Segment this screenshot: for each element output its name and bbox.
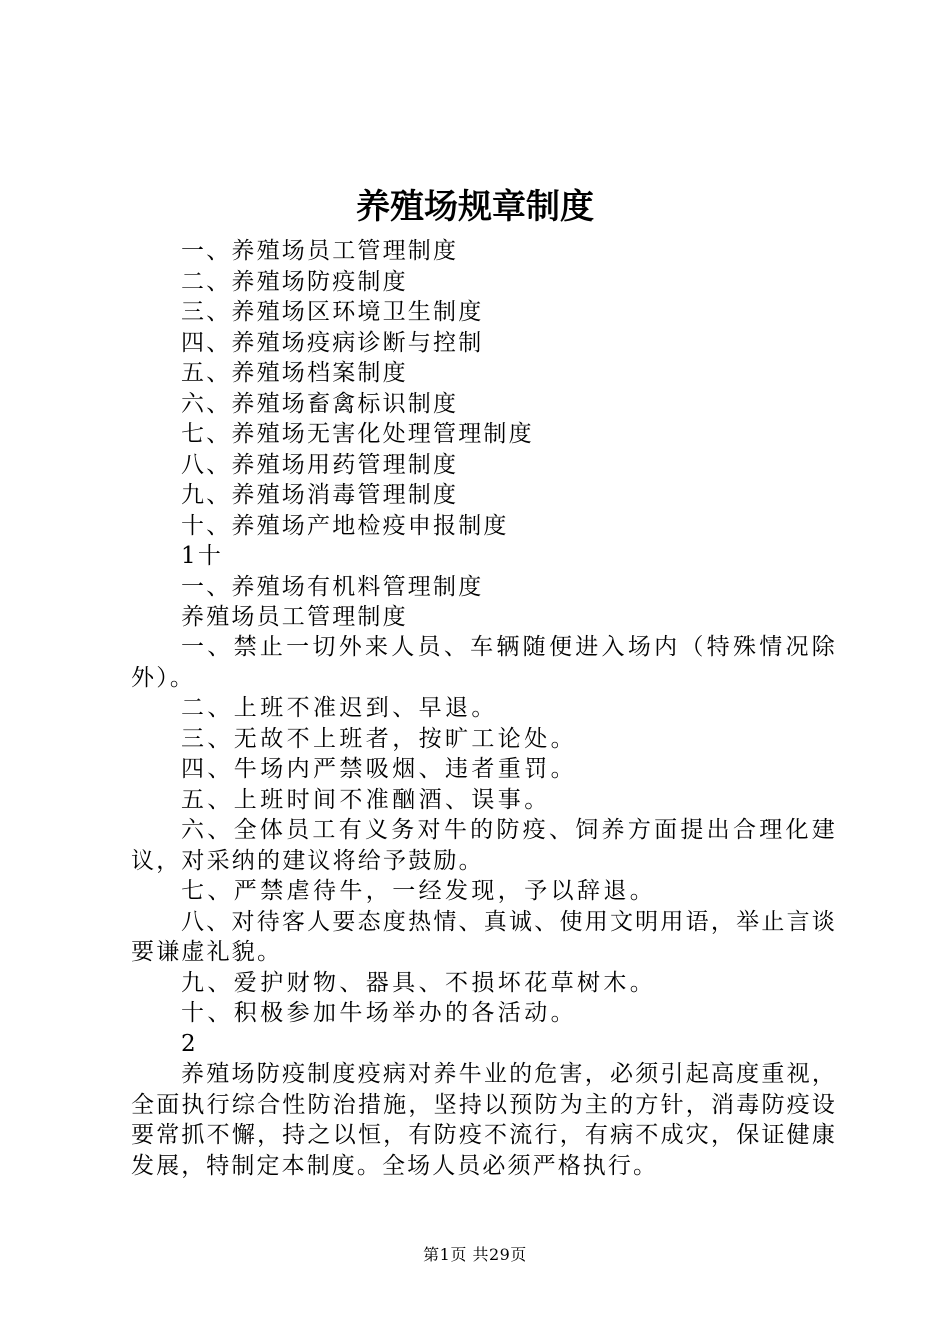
toc-item: 四、养殖场疫病诊断与控制 <box>181 329 484 356</box>
page-number-marker: 2 <box>181 1030 196 1057</box>
toc-item: 十、养殖场产地检疫申报制度 <box>181 512 509 539</box>
paragraph: 二、上班不准迟到、早退。 <box>181 695 498 721</box>
page-footer: 第1页 共29页 <box>423 1245 527 1264</box>
toc-item: 1十 <box>181 543 224 569</box>
toc-item: 一、养殖场员工管理制度 <box>181 238 459 264</box>
paragraph: 三、无故不上班者，按旷工论处。 <box>181 725 577 752</box>
toc-item: 二、养殖场防疫制度 <box>181 268 408 295</box>
toc-item: 一、养殖场有机料管理制度 <box>181 573 484 600</box>
document-body <box>131 632 837 1181</box>
paragraph: 四、牛场内严禁吸烟、违者重罚。 <box>181 756 577 782</box>
paragraph: 九、爱护财物、器具、不损坏花草树木。 <box>181 969 657 996</box>
document-title: 养殖场规章制度 <box>356 187 594 227</box>
paragraph: 六、全体员工有义务对牛的防疫、饲养方面提出合理化建议，对采纳的建议将给予鼓励。 <box>131 817 837 874</box>
paragraph: 七、严禁虐待牛，一经发现，予以辞退。 <box>181 878 657 904</box>
paragraph: 十、积极参加牛场举办的各活动。 <box>181 1000 577 1026</box>
paragraph: 养殖场防疫制度疫病对养牛业的危害，必须引起高度重视，全面执行综合性防治措施，坚持以预防为主的方针，消毒防疫设要常抓不懈，持之以恒，有防疫不流行，有病不成灾，保证健康发展，特制定本制度。全场人员必须严格执行。 <box>131 1061 837 1179</box>
toc-item: 九、养殖场消毒管理制度 <box>181 482 459 508</box>
paragraph: 八、对待客人要态度热情、真诚、使用文明用语，举止言谈要谦虚礼貌。 <box>131 908 837 965</box>
toc-item: 三、养殖场区环境卫生制度 <box>181 299 484 325</box>
paragraph: 五、上班时间不准酗酒、误事。 <box>181 786 551 813</box>
toc-item: 六、养殖场畜禽标识制度 <box>181 390 459 417</box>
table-of-contents <box>181 236 861 633</box>
section-heading: 养殖场员工管理制度 <box>181 604 408 630</box>
toc-item: 七、养殖场无害化处理管理制度 <box>181 421 534 447</box>
toc-item: 五、养殖场档案制度 <box>181 360 408 386</box>
paragraph: 一、禁止一切外来人员、车辆随便进入场内（特殊情况除外）。 <box>131 634 837 691</box>
toc-item: 八、养殖场用药管理制度 <box>181 451 459 478</box>
